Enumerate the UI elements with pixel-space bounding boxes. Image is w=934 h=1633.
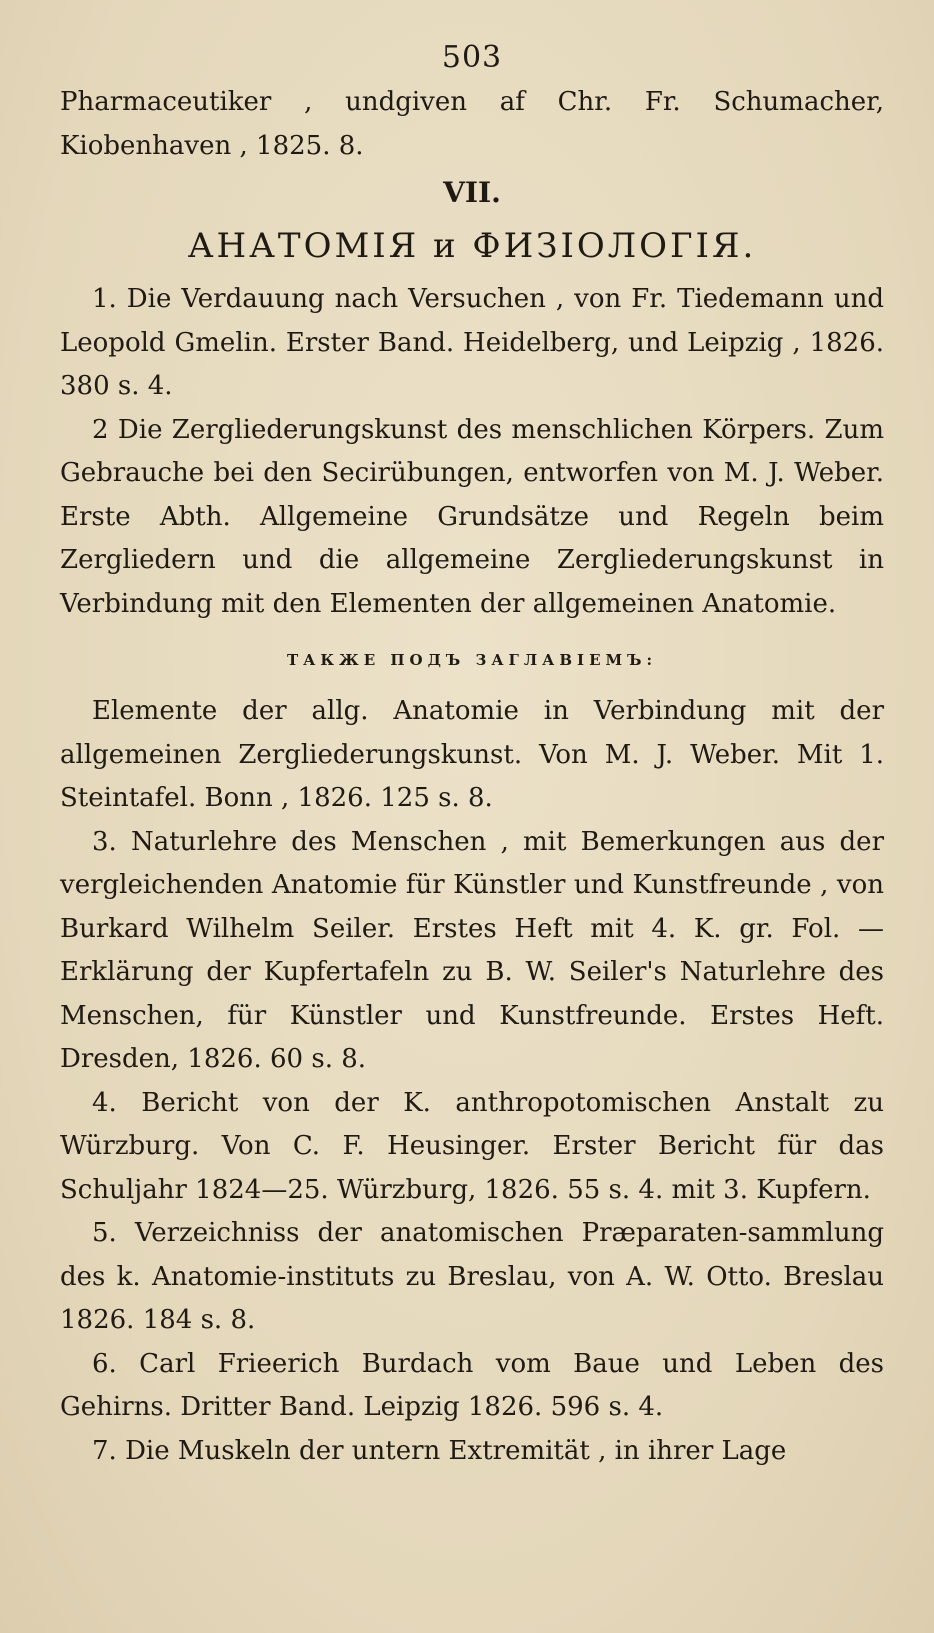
entry-6: 6. Carl Frieerich Burdach vom Baue und Leben des Gehirns. Dritter Band. Leipzig 1826. 596 s. 4. [60,1348,884,1422]
entry-3: 3. Naturlehre des Menschen , mit Bemerkungen aus der vergleichenden Anatomie für Künstler und Kunstfreunde , von Burkard Wilhelm Seiler. Erstes Heft mit 4. K. gr. Fol. — Erklärung der Kupfertafeln zu B. W. Seiler's Naturlehre des Menschen, für Künstler und Kunstfreunde. Erstes Heft. Dresden, 1826. 60 s. 8. [60,826,884,1074]
page-number: 503 [441,40,503,75]
subheading: ТАКЖЕ ПОДЪ ЗАГЛАВІЕМЪ: [287,651,657,669]
section-title: АНАТОМІЯ и ФИЗІОЛОГІЯ. [187,226,757,266]
entry-1: 1. Die Verdauung nach Versuchen , von Fr. Tiedemann und Leopold Gmelin. Erster Band. Heidelberg, und Leipzig , 1826. 380 s. 4. [60,284,884,401]
subheading-entry: Elemente der allg. Anatomie in Verbindung mit der allgemeinen Zergliederungskunst. Von M. J. Weber. Mit 1. Steintafel. Bonn , 1826. 125 s. 8. [60,696,884,813]
entry-4: 4. Bericht von der K. anthropotomischen Anstalt zu Würzburg. Von C. F. Heusinger. Erster Bericht für das Schuljahr 1824—25. Würzburg, 1826. 55 s. 4. mit 3. Kupfern. [60,1087,884,1205]
entry-7: 7. Die Muskeln der untern Extremität , in ihrer Lage [92,1435,787,1466]
intro-text: Pharmaceutiker , undgiven af Chr. Fr. Schumacher, Kiobenhaven , 1825. 8. [60,87,884,161]
entry-5: 5. Verzeichniss der anatomischen Præparaten-sammlung des k. Anatomie-instituts zu Breslau, von A. W. Otto. Breslau 1826. 184 s. 8. [60,1218,884,1335]
entry-2: 2 Die Zergliederungskunst des menschlichen Körpers. Zum Gebrauche bei den Secirübungen, entworfen von M. J. Weber. Erste Abth. Allgemeine Grundsätze und Regeln beim Zergliedern und die allgemeine Zergliederungskunst in Verbindung mit den Elementen der allgemeinen Anatomie. [60,414,884,619]
section-number: VII. [443,176,501,209]
